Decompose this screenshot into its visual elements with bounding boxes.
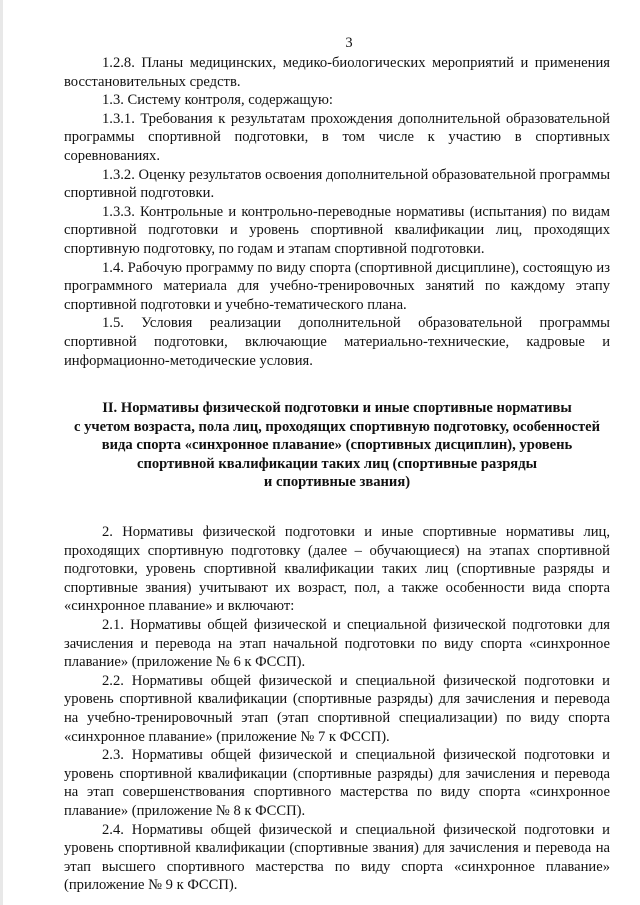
heading-line: II. Нормативы физической подготовки и иные спортивные нормативы xyxy=(102,400,572,417)
paragraph-2-2: 2.2. Нормативы общей физической и специальной физической подготовки и уровень спортивной квалификации (спортивные разряды) для зачисления и перевода на учебно-тренировочный этап (этап спортивной специализации) по виду спорта «синхронное плавание» (приложение № 7 к ФССП). xyxy=(64,672,610,745)
paragraph-2-4: 2.4. Нормативы общей физической и специальной физической подготовки и уровень спортивной квалификации (спортивные звания) для зачисления и перевода на этап высшего спортивного мастерства по виду спорта «синхронное плавание» (приложение № 9 к ФССП). xyxy=(64,821,610,894)
paragraph-1-3: 1.3. Систему контроля, содержащую: xyxy=(102,92,333,109)
section-1-body xyxy=(64,54,610,370)
scan-edge xyxy=(0,0,3,905)
paragraph-1-2-8: 1.2.8. Планы медицинских, медико-биологических мероприятий и применения восстановительных средств. xyxy=(64,55,610,90)
paragraph-1-3-2: 1.3.2. Оценку результатов освоения дополнительной образовательной программы спортивной подготовки. xyxy=(64,166,610,202)
section-2-body xyxy=(64,523,610,895)
paragraph-2: 2. Нормативы физической подготовки и иные спортивные нормативы лиц, проходящих спортивную подготовку (далее – обучающиеся) на этапах спортивной подготовки, уровень спортивной квалификации таких лиц (спортивные разряды и спортивные звания) учитывают их возраст, пол, а также особенности вида спорта «синхронное плавание» и включают: xyxy=(64,524,610,615)
paragraph-2-3: 2.3. Нормативы общей физической и специальной физической подготовки и уровень спортивной квалификации (спортивные разряды) для зачисления и перевода на этап совершенствования спортивного мастерства по виду спорта «синхронное плавание» (приложение № 8 к ФССП). xyxy=(64,747,610,819)
heading-line: вида спорта «синхронное плавание» (спортивных дисциплин), уровень xyxy=(101,437,573,454)
paragraph-1-5: 1.5. Условия реализации дополнительной образовательной программы спортивной подготовки, включающие материально-технические, кадровые и информационно-методические условия. xyxy=(64,315,610,369)
heading-line: и спортивные звания) xyxy=(263,474,411,491)
paragraph-1-3-1: 1.3.1. Требования к результатам прохождения дополнительной образовательной программы спортивной подготовки, в том числе к участию в спортивных соревнованиях. xyxy=(64,110,610,164)
paragraph-1-3-3: 1.3.3. Контрольные и контрольно-переводные нормативы (испытания) по видам спортивной подготовки и уровень спортивной квалификации лиц, проходящих спортивную подготовку, по годам и этапам спортивной подготовки. xyxy=(64,203,610,257)
section-2-heading xyxy=(64,399,610,492)
heading-line: спортивной квалификации таких лиц (спортивные разряды xyxy=(137,455,537,472)
heading-line: с учетом возраста, пола лиц, проходящих спортивную подготовку, особенностей xyxy=(74,418,600,435)
paragraph-1-4: 1.4. Рабочую программу по виду спорта (спортивной дисциплине), состоящую из программного материала для учебно-тренировочных занятий по каждому этапу спортивной подготовки и учебно-тематического плана. xyxy=(64,259,610,313)
page-number: 3 xyxy=(345,35,353,51)
paragraph-2-1: 2.1. Нормативы общей физической и специальной физической подготовки для зачисления и перевода на этап начальной подготовки по виду спорта «синхронное плавание» (приложение № 6 к ФССП). xyxy=(64,617,610,671)
